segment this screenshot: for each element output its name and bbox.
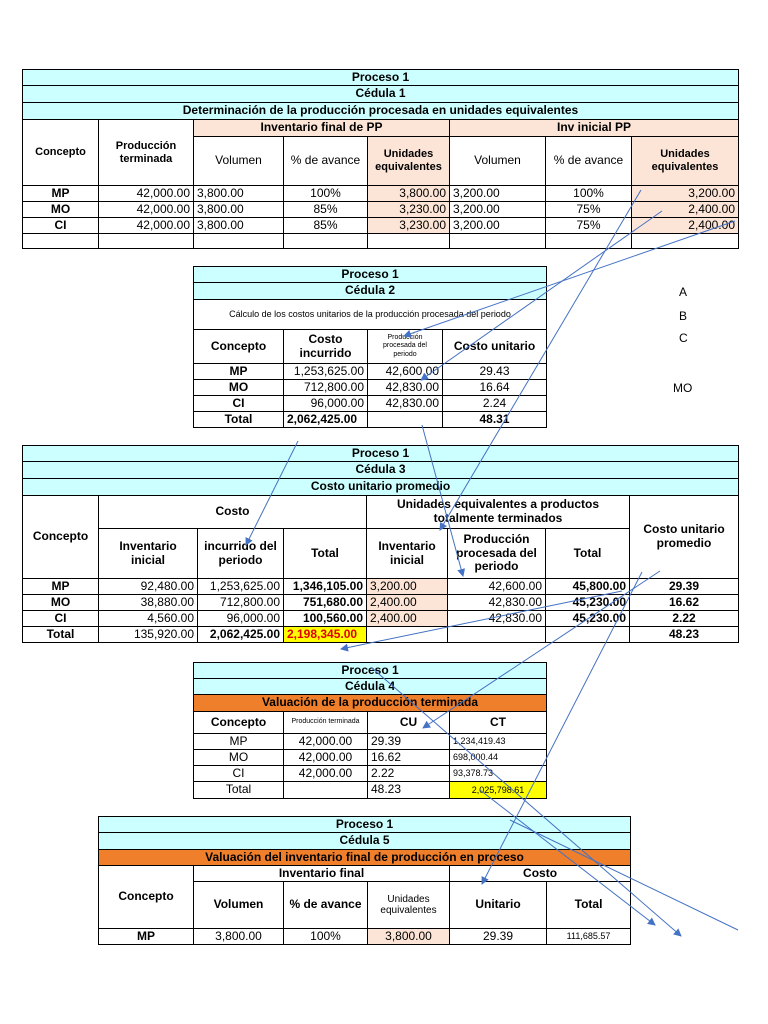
cedula-2-description: Cálculo de los costos unitarios de la producción procesada del periodo — [194, 300, 547, 330]
cell: 2,400.00 — [632, 218, 739, 234]
header-costo-unitario: Costo unitario — [443, 330, 547, 364]
header-concepto: Concepto — [23, 120, 99, 186]
header-avance: % de avance — [546, 137, 632, 186]
cell: 29.39 — [450, 929, 547, 945]
header-total: Total — [284, 529, 367, 579]
header-costo-unitario-promedio: Costo unitario promedio — [630, 496, 739, 579]
header-unidades-equivalentes: Unidades equivalentes — [368, 882, 450, 929]
table-row — [99, 929, 631, 945]
cedula-1-title: Cédula 1 — [23, 86, 739, 103]
side-label-b: B — [679, 309, 688, 323]
cell: 75% — [546, 202, 632, 218]
cell: 29.39 — [630, 579, 739, 595]
table-row — [23, 202, 739, 218]
header-concepto: Concepto — [194, 330, 284, 364]
cell: 16.62 — [630, 595, 739, 611]
table-row — [194, 766, 547, 782]
cell: 45,800.00 — [546, 579, 630, 595]
cell: 48.31 — [443, 412, 547, 428]
header-concepto: Concepto — [23, 496, 99, 579]
cell: 42,000.00 — [99, 186, 194, 202]
cell — [367, 627, 448, 643]
cell: 3,200.00 — [367, 579, 448, 595]
row-label: MP — [99, 929, 194, 945]
total-row — [23, 627, 739, 643]
cell: 100% — [284, 929, 368, 945]
group-inventario-final: Inventario final de PP — [194, 120, 450, 137]
cell: 48.23 — [368, 782, 450, 799]
cell: 2.22 — [630, 611, 739, 627]
cell: 85% — [284, 202, 368, 218]
group-inventario-inicial: Inv inicial PP — [450, 120, 739, 137]
cell: 2,400.00 — [367, 595, 448, 611]
row-label: MP — [23, 186, 99, 202]
cell: 1,253,625.00 — [198, 579, 284, 595]
table-row — [23, 579, 739, 595]
table-row — [23, 611, 739, 627]
cell: 42,830.00 — [448, 611, 546, 627]
cell: 85% — [284, 218, 368, 234]
cell: 2,025,798.61 — [450, 782, 547, 799]
table-row — [194, 750, 547, 766]
group-unidades-equivalentes: Unidades equivalentes a productos totalmente terminados — [367, 496, 630, 529]
cell: 92,480.00 — [99, 579, 198, 595]
cell: 712,800.00 — [284, 380, 368, 396]
cell: 712,800.00 — [198, 595, 284, 611]
group-costo: Costo — [99, 496, 367, 529]
cedula-2-table — [193, 266, 547, 428]
cell: 3,200.00 — [450, 186, 546, 202]
total-row — [194, 782, 547, 799]
table-row — [194, 380, 547, 396]
cell: 3,230.00 — [368, 202, 450, 218]
cedula-5-subtitle: Valuación del inventario final de producción en proceso — [99, 850, 631, 866]
header-volumen: Volumen — [194, 137, 284, 186]
cedula-2-title: Cédula 2 — [194, 283, 547, 300]
cell: 100% — [284, 186, 368, 202]
cell: 698,000.44 — [450, 750, 547, 766]
row-label: CI — [194, 766, 284, 782]
row-label: CI — [23, 611, 99, 627]
cell: 4,560.00 — [99, 611, 198, 627]
cell: 3,800.00 — [194, 218, 284, 234]
header-costo-incurrido: Costo incurrido — [284, 330, 368, 364]
cell: 3,200.00 — [450, 202, 546, 218]
total-row — [194, 412, 547, 428]
row-label: Total — [23, 627, 99, 643]
side-label-mo: MO — [673, 381, 693, 395]
cedula-1-subtitle: Determinación de la producción procesada en unidades equivalentes — [23, 103, 739, 120]
header-unidades-equivalentes: Unidades equivalentes — [632, 137, 739, 186]
cell: 3,230.00 — [368, 218, 450, 234]
cedula-4-process-title: Proceso 1 — [194, 663, 547, 679]
side-label-a: A — [679, 285, 688, 299]
group-costo: Costo — [450, 866, 631, 882]
cell: 42,000.00 — [99, 202, 194, 218]
cell: 3,200.00 — [450, 218, 546, 234]
cedula-5-table — [98, 816, 631, 945]
cell: 38,880.00 — [99, 595, 198, 611]
row-label: Total — [194, 782, 284, 799]
row-label: MP — [23, 579, 99, 595]
cell: 42,000.00 — [284, 766, 368, 782]
header-cu: CU — [368, 712, 450, 734]
group-inventario-final: Inventario final — [194, 866, 450, 882]
cell: 96,000.00 — [284, 396, 368, 412]
row-label: MO — [194, 750, 284, 766]
cell: 100% — [546, 186, 632, 202]
cedula-5-title: Cédula 5 — [99, 833, 631, 850]
header-avance: % de avance — [284, 882, 368, 929]
row-label: CI — [23, 218, 99, 234]
header-concepto: Concepto — [99, 866, 194, 929]
row-label: MO — [194, 380, 284, 396]
header-concepto: Concepto — [194, 712, 284, 734]
header-unidades-equivalentes: Unidades equivalentes — [368, 137, 450, 186]
cell: 751,680.00 — [284, 595, 367, 611]
row-label: MO — [23, 202, 99, 218]
row-label: Total — [194, 412, 284, 428]
cell: 96,000.00 — [198, 611, 284, 627]
cell: 16.62 — [368, 750, 450, 766]
cell: 45,230.00 — [546, 595, 630, 611]
cell: 2,400.00 — [632, 202, 739, 218]
table-row — [194, 364, 547, 380]
table-row — [194, 396, 547, 412]
cell: 42,000.00 — [284, 734, 368, 750]
cell: 135,920.00 — [99, 627, 198, 643]
cedula-3-title: Cédula 3 — [23, 462, 739, 479]
cell: 1,253,625.00 — [284, 364, 368, 380]
row-label: MP — [194, 734, 284, 750]
cell: 2.22 — [368, 766, 450, 782]
cell: 2,198,345.00 — [284, 627, 367, 643]
cell: 42,830.00 — [448, 595, 546, 611]
cell: 1,234,419.43 — [450, 734, 547, 750]
header-produccion-terminada: Producción terminada — [99, 120, 194, 186]
cedula-4-subtitle: Valuación de la producción terminada — [194, 695, 547, 712]
cell: 3,800.00 — [368, 186, 450, 202]
cedula-4-table — [193, 662, 547, 799]
cell: 48.23 — [630, 627, 739, 643]
header-total: Total — [547, 882, 631, 929]
cedula-3-table — [22, 445, 739, 643]
header-incurrido-del-periodo: incurrido del periodo — [198, 529, 284, 579]
row-label: MP — [194, 364, 284, 380]
cedula-4-title: Cédula 4 — [194, 679, 547, 695]
cell — [448, 627, 546, 643]
cedula-2-process-title: Proceso 1 — [194, 267, 547, 283]
cell: 111,685.57 — [547, 929, 631, 945]
cedula-3-process-title: Proceso 1 — [23, 446, 739, 462]
cell — [284, 782, 368, 799]
cell: 16.64 — [443, 380, 547, 396]
cell: 3,800.00 — [194, 186, 284, 202]
cell: 2.24 — [443, 396, 547, 412]
side-label-c: C — [679, 331, 688, 345]
table-row — [194, 734, 547, 750]
cell: 1,346,105.00 — [284, 579, 367, 595]
table-row — [23, 595, 739, 611]
header-inventario-inicial: Inventario inicial — [99, 529, 198, 579]
cell: 42,000.00 — [284, 750, 368, 766]
header-volumen: Volumen — [194, 882, 284, 929]
cell — [546, 627, 630, 643]
cell: 45,230.00 — [546, 611, 630, 627]
cedula-1-table — [22, 69, 739, 249]
cell: 42,830.00 — [368, 380, 443, 396]
header-produccion-procesada: Producción procesada del periodo — [368, 330, 443, 364]
cedula-5-process-title: Proceso 1 — [99, 817, 631, 833]
cell: 93,378.73 — [450, 766, 547, 782]
table-row — [23, 186, 739, 202]
header-total: Total — [546, 529, 630, 579]
cell: 2,400.00 — [367, 611, 448, 627]
header-ct: CT — [450, 712, 547, 734]
cell: 42,600.00 — [448, 579, 546, 595]
cell: 3,800.00 — [368, 929, 450, 945]
cell: 75% — [546, 218, 632, 234]
cell: 2,062,425.00 — [198, 627, 284, 643]
header-unitario: Unitario — [450, 882, 547, 929]
row-label: CI — [194, 396, 284, 412]
header-avance: % de avance — [284, 137, 368, 186]
table-row — [23, 218, 739, 234]
cell: 3,800.00 — [194, 929, 284, 945]
header-produccion-terminada: Producción terminada — [284, 712, 368, 734]
cell: 29.39 — [368, 734, 450, 750]
cell: 2,062,425.00 — [284, 412, 368, 428]
header-inventario-inicial: Inventario inicial — [367, 529, 448, 579]
header-volumen: Volumen — [450, 137, 546, 186]
header-produccion-procesada: Producción procesada del periodo — [448, 529, 546, 579]
cell: 42,600.00 — [368, 364, 443, 380]
cedula-3-subtitle: Costo unitario promedio — [23, 479, 739, 496]
cell: 3,800.00 — [194, 202, 284, 218]
cell: 100,560.00 — [284, 611, 367, 627]
cell: 42,000.00 — [99, 218, 194, 234]
cell: 42,830.00 — [368, 396, 443, 412]
cell: 29.43 — [443, 364, 547, 380]
empty-row — [23, 234, 739, 249]
cedula-1-process-title: Proceso 1 — [23, 70, 739, 86]
cell: 3,200.00 — [632, 186, 739, 202]
cell — [368, 412, 443, 428]
row-label: MO — [23, 595, 99, 611]
